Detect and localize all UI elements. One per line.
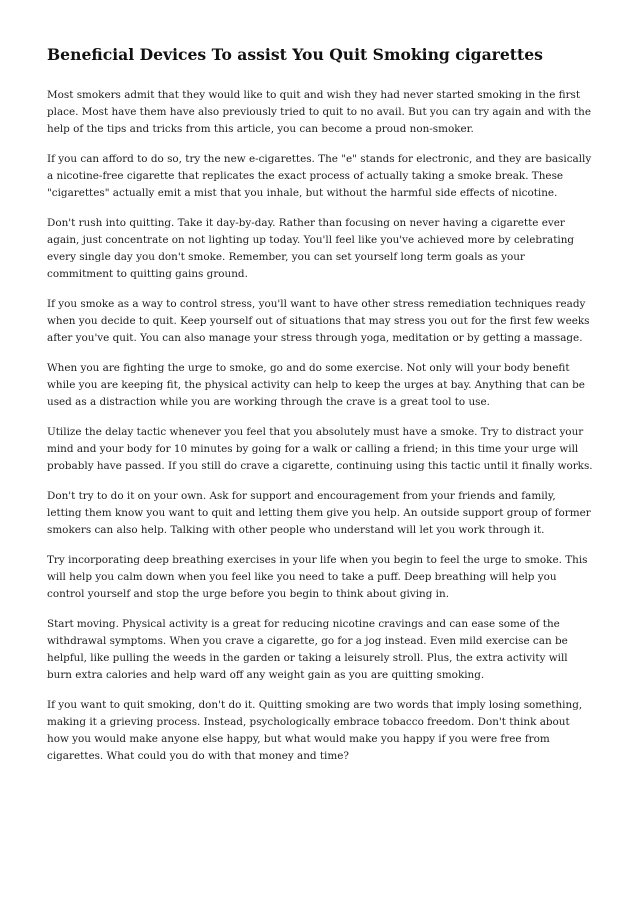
paragraph-exercise: When you are fighting the urge to smoke, go and do some exercise. Not only will your body benefit while you are keeping fit, the physical activity can help to keep the urges at bay. Anything that can be used as a distraction while you are working through the crave is a great tool to use. xyxy=(47,362,585,408)
paragraph-intro: Most smokers admit that they would like to quit and wish they had never started smoking in the first place. Most have them have also previously tried to quit to no avail. But you can try again and with the help of the tips and tricks from this article, you can become a proud non-smoker. xyxy=(47,89,591,135)
paragraph-deep-breathing: Try incorporating deep breathing exercises in your life when you begin to feel the urge to smoke. This will help you calm down when you feel like you need to take a puff. Deep breathing will help you control yourself and stop the urge before you begin to think about giving in. xyxy=(47,554,588,600)
paragraph-start-moving: Start moving. Physical activity is a great for reducing nicotine cravings and can ease some of the withdrawal symptoms. When you crave a cigarette, go for a jog instead. Even mild exercise can be helpful, like pulling the weeds in the garden or taking a leisurely stroll. Plus, the extra activity will burn extra calories and help ward off any weight gain as you are quitting smoking. xyxy=(47,618,568,681)
paragraph-tobacco-freedom: If you want to quit smoking, don't do it. Quitting smoking are two words that imply losing something, making it a grieving process. Instead, psychologically embrace tobacco freedom. Don't think about how you would make anyone else happy, but what would make you happy if you were free from cigarettes. What could you do with that money and time? xyxy=(47,699,583,762)
paragraph-delay-tactic: Utilize the delay tactic whenever you feel that you absolutely must have a smoke. Try to distract your mind and your body for 10 minutes by going for a walk or calling a friend; in this time your urge will probably have passed. If you still do crave a cigarette, continuing using this tactic until it finally works. xyxy=(47,426,593,472)
paragraph-support: Don't try to do it on your own. Ask for support and encouragement from your friends and family, letting them know you want to quit and letting them give you help. An outside support group of former smokers can also help. Talking with other people who understand will let you work through it. xyxy=(47,490,591,536)
paragraph-day-by-day: Don't rush into quitting. Take it day-by-day. Rather than focusing on never having a cigarette ever again, just concentrate on not lighting up today. You'll feel like you've achieved more by celebrating every single day you don't smoke. Remember, you can set yourself long term goals as your commitment to quitting gains ground. xyxy=(47,217,575,280)
paragraph-e-cigarettes: If you can afford to do so, try the new e-cigarettes. The "e" stands for electronic, and they are basically a nicotine-free cigarette that replicates the exact process of actually taking a smoke break. These "cigarettes" actually emit a mist that you inhale, but without the harmful side effects of nicotine. xyxy=(47,153,592,199)
paragraph-stress: If you smoke as a way to control stress, you'll want to have other stress remediation techniques ready when you decide to quit. Keep yourself out of situations that may stress you out for the first few weeks after you've quit. You can also manage your stress through yoga, meditation or by getting a massage. xyxy=(47,298,590,344)
document-page xyxy=(47,44,593,778)
document-title: Beneficial Devices To assist You Quit Smoking cigarettes xyxy=(47,45,543,64)
